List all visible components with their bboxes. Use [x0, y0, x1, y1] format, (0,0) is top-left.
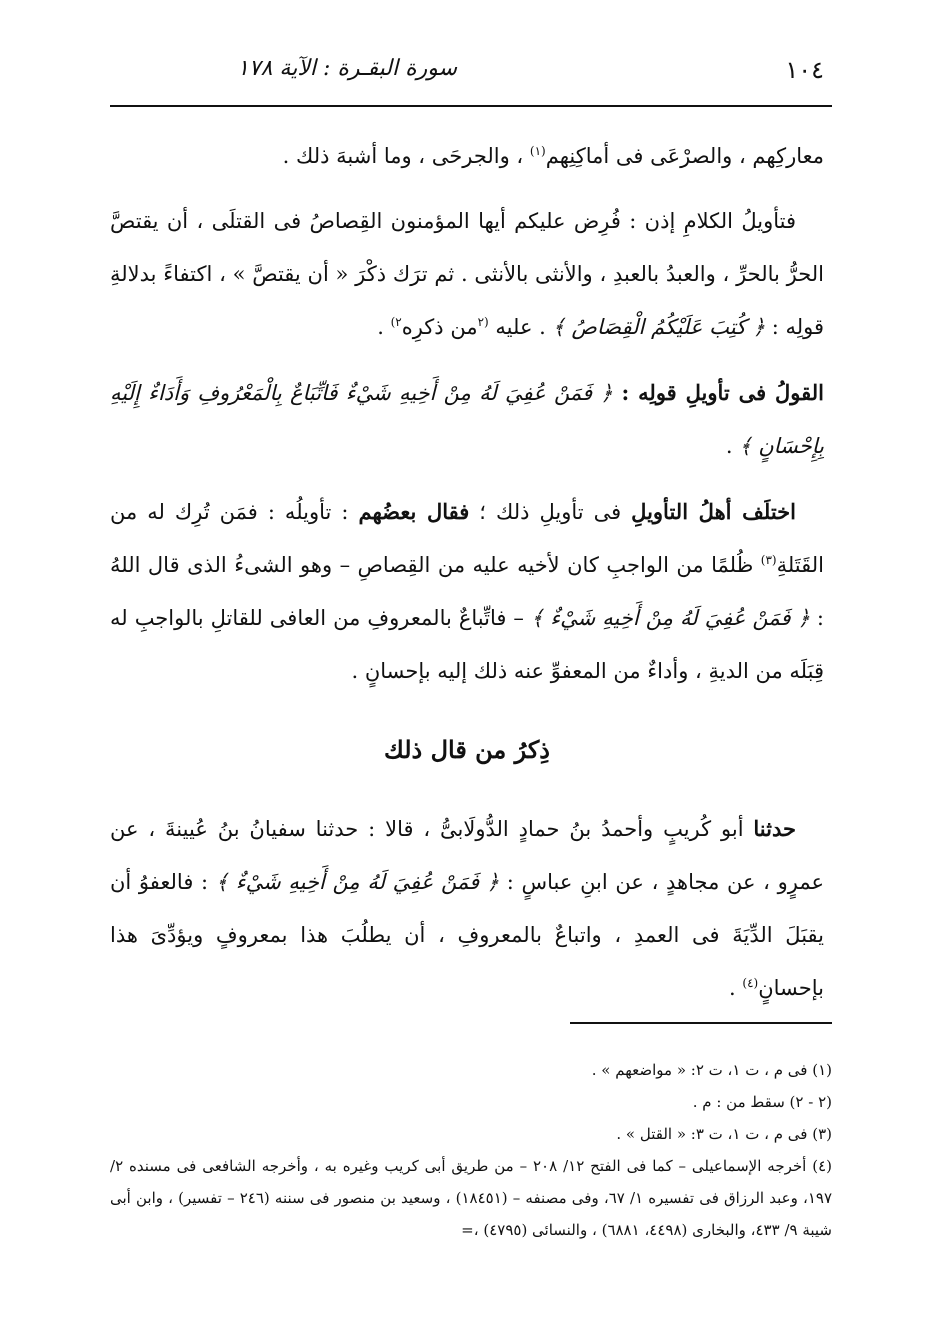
footnote: (٢ - ٢) سقط من : م . — [692, 1093, 832, 1111]
main-text — [110, 130, 824, 1015]
quran-quote: ﴿ فَمَنْ عُفِيَ لَهُ مِنْ أَخِيهِ شَيْءٌ ﴾ — [215, 870, 500, 894]
footnote: (٤) أخرجه الإسماعيلى – كما فى الفتح ١٢/ ٢٠٨ – من طريق أبى كريب وغيره به ، وأخرجه الشافعى فى مسنده ٢/ ١٩٧، وعبد الرزاق فى تفسيره ١/ ٦٧، وفى مصنفه – (١٨٤٥١) ، وسعيد بن منصور فى سننه (٢٤٦ – تفسير) ، وابن أبى شيبة ٩/ ٤٣٣، والبخارى (٤٤٩٨، ٦٨٨١) ، والنسائى (٤٧٩٥) ،= — [110, 1157, 832, 1239]
paragraph-4 — [110, 485, 824, 698]
text: . — [725, 434, 740, 458]
spacer — [110, 473, 824, 485]
header-rule — [110, 105, 832, 107]
text: ، والجرحَى ، وما أشبهَ ذلك . — [282, 144, 530, 168]
text: – فاتِّباعٌ بالمعروفِ من العافى للقاتلِ بالواجبِ له قِبَلَه من الديةِ ، وأداءٌ من المعفوِّ عنه ذلك إليه بإحسانٍ . — [110, 606, 824, 683]
text: : فالعفوُ أن يقبَلَ الدِّيَةَ فى العمدِ ، واتباعٌ بالمعروفِ ، أن يطلُبَ هذا بمعروفٍ ويؤدِّىَ هذا بإحسانٍ — [110, 870, 824, 1000]
footnote: (١) فى م ، ت ١، ت ٢: « مواضعهم » . — [591, 1061, 832, 1079]
text: فتأويلُ الكلامِ إذن : فُرِض عليكم أيها المؤمنون القِصاصُ فى القتلَى ، أن يقتصَّ الحرُّ بالحرِّ ، والعبدُ بالعبدِ ، والأنثى بالأنثى . ثم ترَك ذكْرَ « أن يقتصَّ » ، اكتفاءً بدلالةِ قولِه : — [110, 209, 824, 339]
footnote-ref: (١) — [529, 144, 546, 158]
footnote-ref: (٢ — [477, 315, 489, 329]
text: من ذكرِه — [401, 315, 478, 339]
quran-quote: ﴿ فَمَنْ عُفِيَ لَهُ مِنْ أَخِيهِ شَيْءٌ ﴾ — [530, 606, 810, 630]
text: . عليه — [488, 315, 553, 339]
paragraph-5 — [110, 802, 824, 1015]
bold-lead: اختلَف أهلُ التأويلِ — [631, 499, 796, 524]
spacer — [110, 354, 824, 366]
running-head: سورة البقـرة : الآية ١٧٨ — [236, 56, 458, 81]
text: معاركِهم ، والصرْعَى فى أماكِنِهم — [545, 144, 824, 168]
text: : تأويلُه : فمَن تُرِك له من القَتَلةِ — [110, 500, 824, 577]
text: . — [377, 315, 391, 339]
text: . — [729, 976, 743, 1000]
paragraph-3 — [110, 366, 824, 473]
text: أبو كُريبٍ وأحمدُ بنُ حمادٍ الدُّولَابىُّ ، قالا : حدثنا سفيانُ بنُ عُيينةَ ، عن عمرٍو ، عن مجاهدٍ ، عن ابنِ عباسٍ : — [110, 817, 824, 894]
page-header — [110, 52, 824, 96]
bold-lead: حدثنا — [753, 816, 796, 841]
footnote-ref: (٣) — [760, 553, 777, 567]
footnote-rule — [570, 1022, 832, 1024]
footnote-ref: ٢) — [390, 315, 402, 329]
section-heading: ذِكرُ من قال ذلك — [384, 735, 550, 764]
bold-lead: فقال بعضُهم — [358, 499, 470, 524]
spacer — [110, 780, 824, 802]
text: ظُلمًا من الواجبِ كان لأخيه عليه من القِصاصِ – وهو الشىءُ الذى قال اللهُ : — [110, 553, 824, 630]
footnotes — [110, 1054, 832, 1246]
paragraph-2 — [110, 195, 824, 354]
text: فى تأويلِ ذلك ؛ — [469, 500, 632, 524]
section-lead: القولُ فى تأويلِ قولِه : — [612, 380, 824, 405]
paragraph-1 — [110, 130, 824, 183]
footnote-ref: (٤) — [742, 976, 759, 990]
page-number: ١٠٤ — [785, 56, 824, 84]
footnote: (٣) فى م ، ت ١، ت ٣: « القتل » . — [616, 1125, 832, 1143]
quran-quote: ﴿ فَمَنْ عُفِيَ لَهُ مِنْ أَخِيهِ شَيْءٌ فَاتِّبَاعٌ بِالْمَعْرُوفِ وَأَدَاءٌ إِلَيْهِ بِإِحْسَانٍ ﴾ — [110, 381, 824, 458]
spacer — [110, 698, 824, 720]
quran-quote: ﴿ كُتِبَ عَلَيْكُمُ الْقِصَاصُ ﴾ — [552, 315, 766, 339]
spacer — [110, 183, 824, 195]
